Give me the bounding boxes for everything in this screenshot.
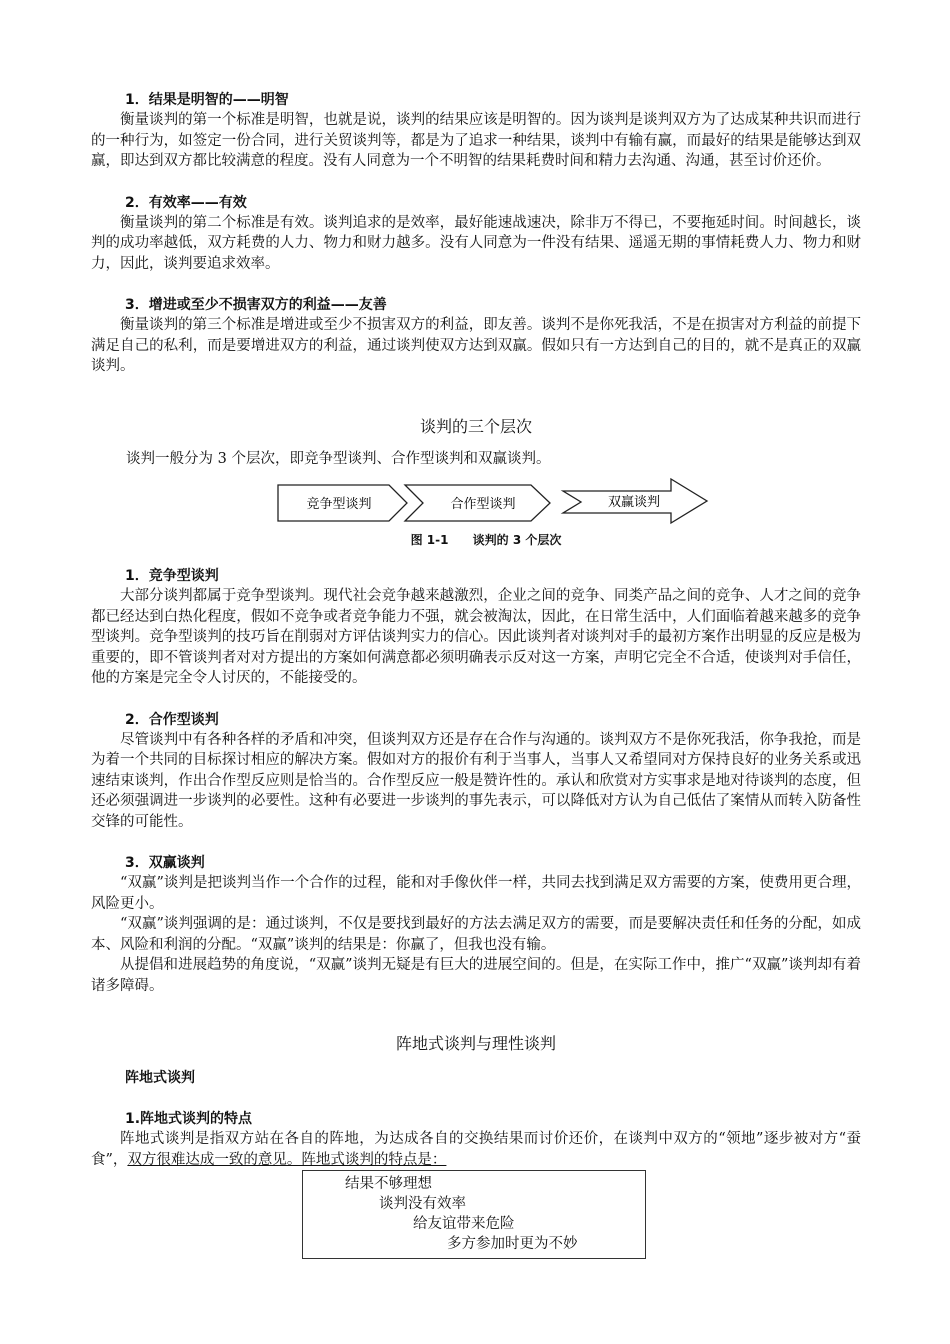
heading-positional-rational: 阵地式谈判与理性谈判 xyxy=(395,1034,556,1053)
features-box xyxy=(302,1170,646,1259)
figure-number: 图 1-1 xyxy=(410,533,449,547)
label-cooperative: 合作型谈判 xyxy=(450,497,516,512)
positional-text-b: 双方很难达成一致的意见。阵地式谈判的特点是： xyxy=(127,1151,447,1168)
positional-text-a: 阵地式谈判是指双方站在各自的阵地，为达成各自的交换结果而讨价还价，在谈判中双方的“领地”逐步被对方“蚕食”， xyxy=(91,1131,861,1168)
levels-diagram xyxy=(91,477,861,527)
subheading-positional: 阵地式谈判 xyxy=(125,1070,195,1086)
feature-item: 多方参加时更为不妙 xyxy=(447,1236,578,1252)
heading-three-levels: 谈判的三个层次 xyxy=(419,416,532,436)
section-title-efficient: 2．有效率——有效 xyxy=(125,194,247,211)
feature-item: 谈判没有效率 xyxy=(379,1196,466,1212)
figure-title: 谈判的 3 个层次 xyxy=(472,533,562,547)
levels-diagram-svg xyxy=(91,477,861,533)
feature-item: 结果不够理想 xyxy=(345,1176,432,1192)
label-competitive: 竞争型谈判 xyxy=(306,497,372,512)
section-title-cooperative: 2．合作型谈判 xyxy=(125,711,219,728)
paragraph-positional xyxy=(91,1129,861,1170)
figure-caption xyxy=(91,531,861,548)
paragraph-friendly: 衡量谈判的第三个标准是增进或至少不损害双方的利益，即友善。谈判不是你死我活，不是在损害对方利益的前提下满足自己的私利，而是要增进双方的利益，通过谈判使双方达到双赢。假如只有一方达到自己的目的，就不是真正的双赢谈判。 xyxy=(91,317,861,374)
section-title-competitive: 1．竞争型谈判 xyxy=(125,568,219,584)
paragraph-efficient: 衡量谈判的第二个标准是有效。谈判追求的是效率，最好能速战速决，除非万不得已，不要拖延时间。时间越长，谈判的成功率越低，双方耗费的人力、物力和财力越多。没有人同意为一件没有结果、遥遥无期的事情耗费人力、物力和财力，因此，谈判要追求效率。 xyxy=(91,214,861,272)
document-page xyxy=(91,90,861,1259)
paragraph-winwin-2: “双赢”谈判强调的是：通过谈判，不仅是要找到最好的方法去满足双方的需要，而是要解决责任和任务的分配，如成本、风险和利润的分配。“双赢”谈判的结果是：你赢了，但我也没有输。 xyxy=(91,916,861,953)
paragraph-winwin-1: “双赢”谈判是把谈判当作一个合作的过程，能和对手像伙伴一样，共同去找到满足双方需要的方案，使费用更合理，风险更小。 xyxy=(91,875,861,912)
paragraph-levels-intro: 谈判一般分为 3 个层次，即竞争型谈判、合作型谈判和双赢谈判。 xyxy=(126,450,551,467)
paragraph-winwin-3: 从提倡和进展趋势的角度说，“双赢”谈判无疑是有巨大的进展空间的。但是，在实际工作中，推广“双赢”谈判却有着诸多障碍。 xyxy=(91,957,861,994)
section-title-winwin: 3．双赢谈判 xyxy=(125,855,205,871)
paragraph-competitive: 大部分谈判都属于竞争型谈判。现代社会竞争越来越激烈，企业之间的竞争、同类产品之间的竞争、人才之间的竞争都已经达到白热化程度，假如不竞争或者竞争能力不强，就会被淘汰，因此，在日常生活中，人们面临着越来越多的竞争型谈判。竞争型谈判的技巧旨在削弱对方评估谈判实力的信心。因此谈判者对谈判对手的最初方案作出明显的反应是极为重要的，即不管谈判者对对方提出的方案如何满意都必须明确表示反对这一方案，声明它完全不合适，使谈判对手信任，他的方案是完全令人讨厌的，不能接受的。 xyxy=(91,588,861,686)
section-title-wise: 1．结果是明智的——明智 xyxy=(125,92,289,108)
label-winwin: 双赢谈判 xyxy=(607,495,661,510)
paragraph-cooperative: 尽管谈判中有各种各样的矛盾和冲突，但谈判双方还是存在合作与沟通的。谈判双方不是你死我活，你争我抢，而是为着一个共同的目标探讨相应的解决方案。假如对方的报价有利于当事人，当事人又希望同对方保持良好的业务关系或迅速结束谈判，作出合作型反应则是恰当的。合作型反应一般是赞许性的。承认和欣赏对方实事求是地对待谈判的态度，但还必须强调进一步谈判的必要性。这种有必要进一步谈判的事先表示，可以降低对方认为自己低估了案情从而转入防备性交锋的可能性。 xyxy=(91,731,861,830)
section-title-positional-features: 1.阵地式谈判的特点 xyxy=(125,1111,253,1127)
paragraph-wise: 衡量谈判的第一个标准是明智，也就是说，谈判的结果应该是明智的。因为谈判是谈判双方为了达成某种共识而进行的一种行为，如签定一份合同，进行关贸谈判等，都是为了追求一种结果，谈判中有输有赢，而最好的结果是能够达到双赢，即达到双方都比较满意的程度。没有人同意为一个不明智的结果耗费时间和精力去沟通、沟通，甚至讨价还价。 xyxy=(91,112,861,169)
section-title-friendly: 3．增进或至少不损害双方的利益——友善 xyxy=(125,297,387,313)
feature-item: 给友谊带来危险 xyxy=(413,1216,515,1232)
